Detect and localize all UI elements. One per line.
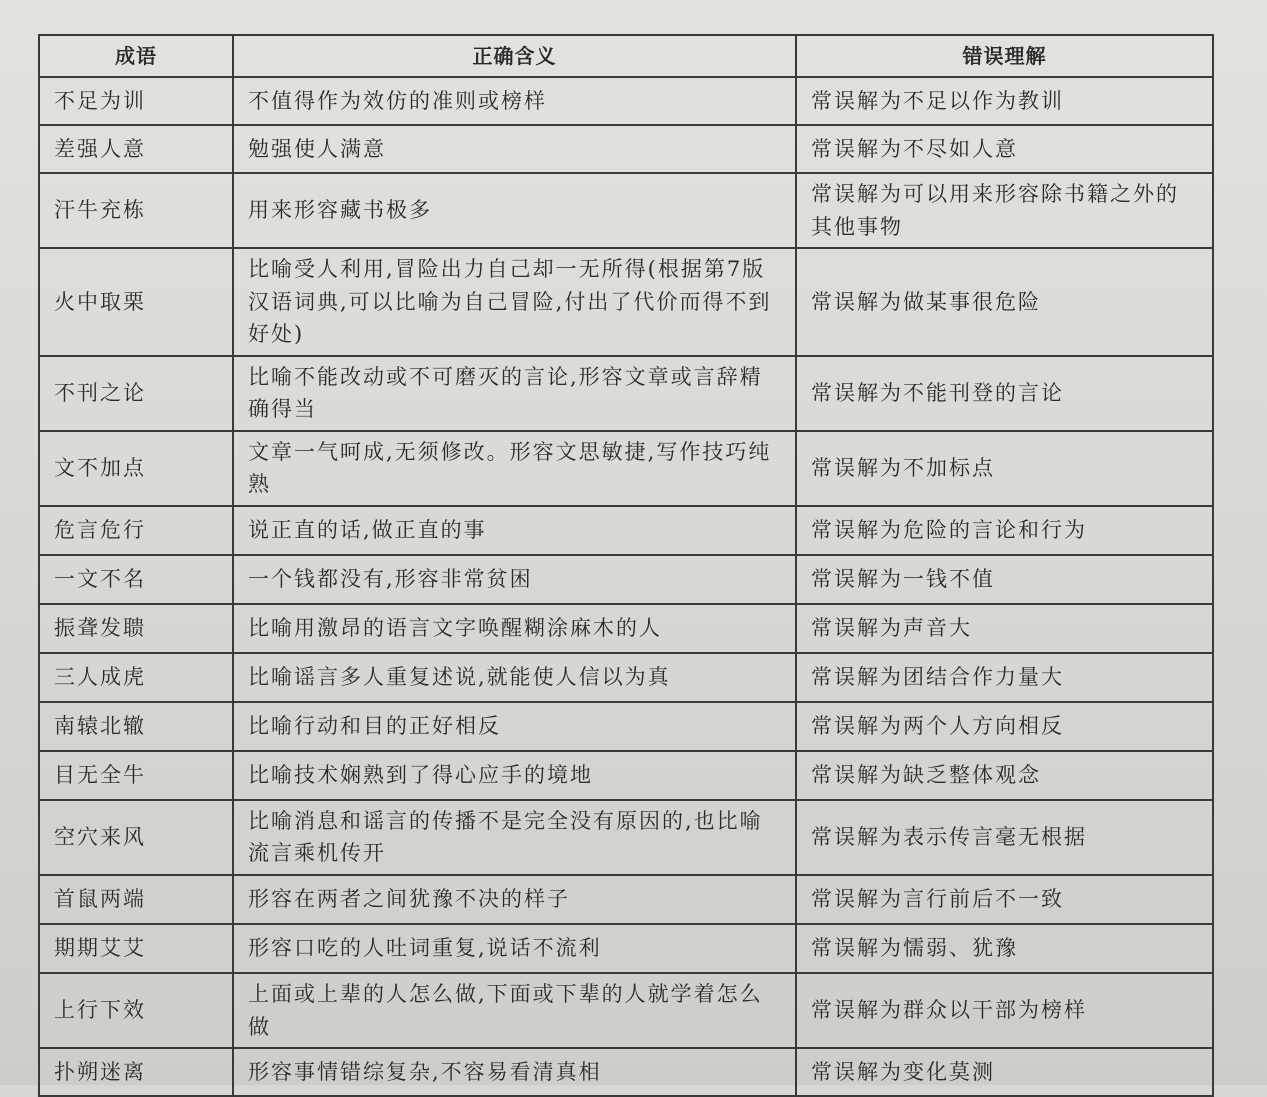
misuse-cell: 常误解为危险的言论和行为 — [796, 506, 1213, 555]
header-correct-meaning: 正确含义 — [233, 35, 796, 77]
meaning-cell: 用来形容藏书极多 — [233, 173, 796, 248]
meaning-cell: 形容口吃的人吐词重复,说话不流利 — [233, 924, 796, 973]
idiom-cell: 火中取栗 — [39, 248, 233, 356]
table-row — [39, 751, 1213, 800]
idiom-cell: 不足为训 — [39, 77, 233, 125]
misuse-cell: 常误解为缺乏整体观念 — [796, 751, 1213, 800]
idiom-cell: 差强人意 — [39, 125, 233, 173]
idiom-cell: 上行下效 — [39, 973, 233, 1048]
table-header-row — [39, 35, 1213, 77]
table-row — [39, 248, 1213, 356]
idiom-cell: 不刊之论 — [39, 356, 233, 431]
idiom-cell: 汗牛充栋 — [39, 173, 233, 248]
idiom-cell: 扑朔迷离 — [39, 1048, 233, 1096]
meaning-cell: 形容事情错综复杂,不容易看清真相 — [233, 1048, 796, 1096]
header-idiom: 成语 — [39, 35, 233, 77]
idiom-cell: 一文不名 — [39, 555, 233, 604]
meaning-cell: 说正直的话,做正直的事 — [233, 506, 796, 555]
idiom-cell: 三人成虎 — [39, 653, 233, 702]
meaning-cell: 比喻不能改动或不可磨灭的言论,形容文章或言辞精确得当 — [233, 356, 796, 431]
header-misunderstanding: 错误理解 — [796, 35, 1213, 77]
idiom-cell: 目无全牛 — [39, 751, 233, 800]
meaning-cell: 比喻消息和谣言的传播不是完全没有原因的,也比喻流言乘机传开 — [233, 800, 796, 875]
idiom-cell: 期期艾艾 — [39, 924, 233, 973]
misuse-cell: 常误解为言行前后不一致 — [796, 875, 1213, 924]
meaning-cell: 比喻受人利用,冒险出力自己却一无所得(根据第7版汉语词典,可以比喻为自己冒险,付出了代价而得不到好处) — [233, 248, 796, 356]
misuse-cell: 常误解为懦弱、犹豫 — [796, 924, 1213, 973]
meaning-cell: 形容在两者之间犹豫不决的样子 — [233, 875, 796, 924]
misuse-cell: 常误解为不加标点 — [796, 431, 1213, 506]
table-row — [39, 555, 1213, 604]
meaning-cell: 不值得作为效仿的准则或榜样 — [233, 77, 796, 125]
table-row — [39, 431, 1213, 506]
misuse-cell: 常误解为群众以干部为榜样 — [796, 973, 1213, 1048]
table-row — [39, 973, 1213, 1048]
table-row — [39, 702, 1213, 751]
misuse-cell: 常误解为团结合作力量大 — [796, 653, 1213, 702]
meaning-cell: 上面或上辈的人怎么做,下面或下辈的人就学着怎么做 — [233, 973, 796, 1048]
misuse-cell: 常误解为表示传言毫无根据 — [796, 800, 1213, 875]
table-row — [39, 875, 1213, 924]
table-row — [39, 924, 1213, 973]
meaning-cell: 比喻技术娴熟到了得心应手的境地 — [233, 751, 796, 800]
meaning-cell: 一个钱都没有,形容非常贫困 — [233, 555, 796, 604]
table-row — [39, 800, 1213, 875]
idiom-table — [38, 34, 1214, 1097]
table-row — [39, 604, 1213, 653]
meaning-cell: 比喻用激昂的语言文字唤醒糊涂麻木的人 — [233, 604, 796, 653]
idiom-cell: 危言危行 — [39, 506, 233, 555]
table-row — [39, 77, 1213, 125]
misuse-cell: 常误解为两个人方向相反 — [796, 702, 1213, 751]
idiom-cell: 文不加点 — [39, 431, 233, 506]
misuse-cell: 常误解为变化莫测 — [796, 1048, 1213, 1096]
table-row — [39, 1048, 1213, 1096]
misuse-cell: 常误解为不能刊登的言论 — [796, 356, 1213, 431]
misuse-cell: 常误解为做某事很危险 — [796, 248, 1213, 356]
meaning-cell: 比喻行动和目的正好相反 — [233, 702, 796, 751]
table-row — [39, 506, 1213, 555]
idiom-cell: 振聋发聩 — [39, 604, 233, 653]
table-row — [39, 173, 1213, 248]
misuse-cell: 常误解为不足以作为教训 — [796, 77, 1213, 125]
idiom-cell: 空穴来风 — [39, 800, 233, 875]
meaning-cell: 勉强使人满意 — [233, 125, 796, 173]
table-row — [39, 356, 1213, 431]
meaning-cell: 文章一气呵成,无须修改。形容文思敏捷,写作技巧纯熟 — [233, 431, 796, 506]
table-row — [39, 653, 1213, 702]
idiom-cell: 首鼠两端 — [39, 875, 233, 924]
misuse-cell: 常误解为不尽如人意 — [796, 125, 1213, 173]
misuse-cell: 常误解为声音大 — [796, 604, 1213, 653]
misuse-cell: 常误解为可以用来形容除书籍之外的其他事物 — [796, 173, 1213, 248]
misuse-cell: 常误解为一钱不值 — [796, 555, 1213, 604]
meaning-cell: 比喻谣言多人重复述说,就能使人信以为真 — [233, 653, 796, 702]
idiom-cell: 南辕北辙 — [39, 702, 233, 751]
table-row — [39, 125, 1213, 173]
